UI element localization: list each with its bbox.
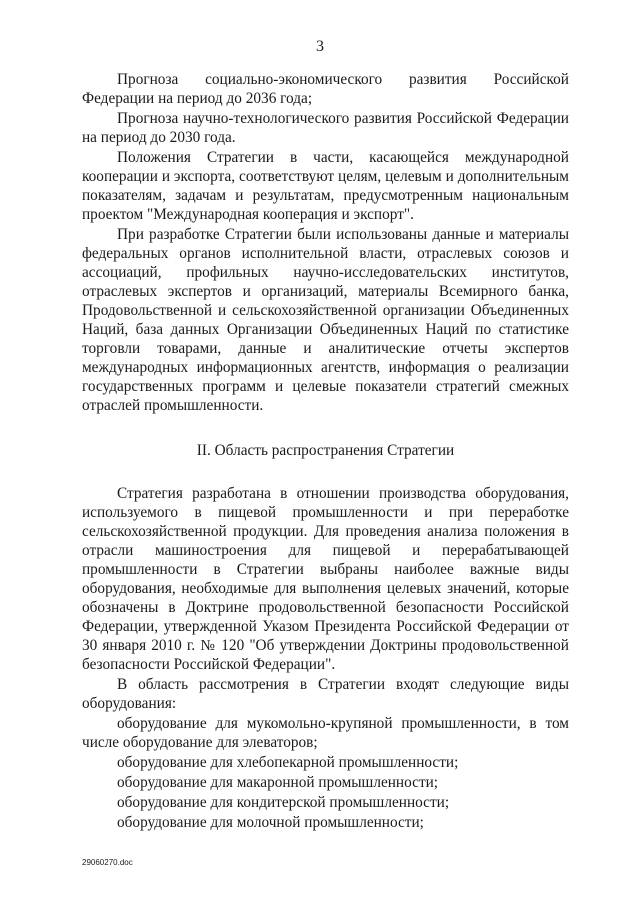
paragraph: Стратегия разработана в отношении производства оборудования, используемого в пищевой промышленности и при переработке сельскохозяйственной продукции. Для проведения анализа положения в отрасли машиностроения для пищевой и перерабатывающей промышленности в Стратегии выбраны наиболее важные виды оборудования, необходимые для выполнения целевых значений, которые обозначены в Доктрине продовольственной безопасности Российской Федерации, утвержденной Указом Президента Российской Федерации от 30 января 2010 г. № 120 "Об утверждении Доктрины продовольственной безопасности Российской Федерации". [82, 485, 569, 673]
section-heading: II. Область распространения Стратегии [196, 442, 455, 459]
paragraph: Прогноза научно-технологического развития Российской Федерации на период до 2030 года. [82, 110, 569, 146]
paragraph: При разработке Стратегии были использованы данные и материалы федеральных органов исполнительной власти, отраслевых союзов и ассоциаций, профильных научно-исследовательских институтов, отраслевых экспертов и организаций, материалы Всемирного банка, Продовольственной и сельскохозяйственной организации Объединенных Наций, база данных Организации Объединенных Наций по статистике торговли товарами, данные и аналитические отчеты экспертов международных информационных агентств, информация о реализации государственных программ и целевые показатели стратегий смежных отраслей промышленности. [82, 226, 569, 414]
list-item: оборудование для кондитерской промышленности; [117, 794, 450, 811]
list-item: оборудование для молочной промышленности; [117, 814, 424, 831]
list-item: оборудование для хлебопекарной промышленности; [117, 754, 459, 771]
footer-filename: 29060270.doc [82, 858, 133, 867]
paragraph: Прогноза социально-экономического развития Российской Федерации на период до 2036 года; [82, 71, 569, 107]
list-item: оборудование для мукомольно-крупяной промышленности, в том числе оборудование для элеваторов; [82, 715, 569, 751]
document-body [82, 70, 569, 832]
paragraph: Положения Стратегии в части, касающейся международной кооперации и экспорта, соответствуют целям, целевым и дополнительным показателям, задачам и результатам, предусмотренным национальным проектом "Международная кооперация и экспорт". [82, 149, 569, 223]
paragraph: В область рассмотрения в Стратегии входят следующие виды оборудования: [82, 676, 569, 712]
list-item: оборудование для макаронной промышленности; [117, 774, 439, 791]
page-number: 3 [316, 38, 324, 55]
